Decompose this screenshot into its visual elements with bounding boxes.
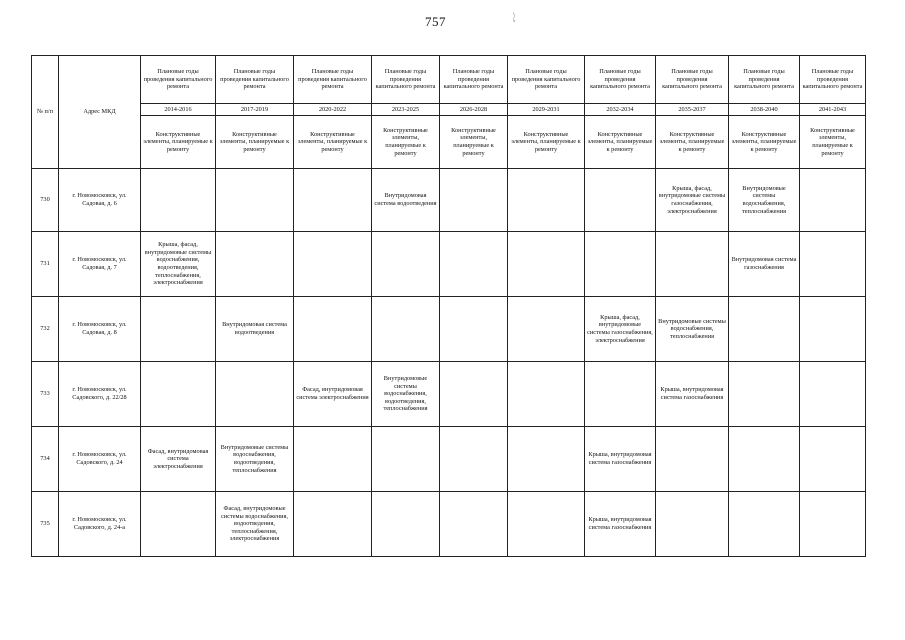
repair-cell (800, 427, 866, 492)
header-period: Плановые годы проведения капитального ремонта (508, 56, 585, 104)
repair-cell (729, 297, 800, 362)
header-period: Плановые годы проведения капитального ремонта (729, 56, 800, 104)
repair-cell (585, 232, 656, 297)
table-row (32, 492, 866, 557)
repair-cell (440, 492, 508, 557)
repair-cell: Крыша, фасад, внутридомовые системы водоснабжения, водоотведения, теплоснабжения, электроснабжения (141, 232, 216, 297)
header-elements: Конструктивные элементы, планируемые к ремонту (294, 116, 372, 169)
row-number: 732 (32, 297, 59, 362)
header-elements: Конструктивные элементы, планируемые к ремонту (372, 116, 440, 169)
repair-cell (800, 169, 866, 232)
repair-cell (440, 297, 508, 362)
row-address: г. Новомосковск, ул. Садовая, д. 7 (59, 232, 141, 297)
header-period: Плановые годы проведения капитального ремонта (294, 56, 372, 104)
repair-cell (585, 169, 656, 232)
header-row-periods (32, 56, 866, 104)
repair-cell (508, 492, 585, 557)
row-address: г. Новомосковск, ул. Садовского, д. 24-а (59, 492, 141, 557)
repair-cell (656, 232, 729, 297)
row-number: 730 (32, 169, 59, 232)
header-year: 2023-2025 (372, 104, 440, 116)
repair-cell (508, 427, 585, 492)
repair-cell (656, 427, 729, 492)
repair-cell (508, 362, 585, 427)
header-row-years (32, 104, 866, 116)
table-row (32, 169, 866, 232)
repair-cell (800, 232, 866, 297)
repair-cell: Фасад, внутридомовая система электроснабжения (141, 427, 216, 492)
header-year: 2041-2043 (800, 104, 866, 116)
repair-cell: Внутридомовые системы водоснабжения, теплоснабжения (656, 297, 729, 362)
row-address: г. Новомосковск, ул. Садовского, д. 22/28 (59, 362, 141, 427)
row-number: 734 (32, 427, 59, 492)
header-period: Плановые годы проведения капитального ремонта (585, 56, 656, 104)
repair-cell (372, 427, 440, 492)
repair-cell (729, 362, 800, 427)
repair-cell (800, 297, 866, 362)
header-address: Адрес МКД (59, 56, 141, 169)
page-number: 757 (425, 14, 446, 29)
header-period: Плановые годы проведения капитального ремонта (141, 56, 216, 104)
repair-cell (440, 427, 508, 492)
capital-repair-table (31, 55, 866, 557)
repair-cell (440, 232, 508, 297)
header-elements: Конструктивные элементы, планируемые к ремонту (585, 116, 656, 169)
header-period: Плановые годы проведения капитального ремонта (656, 56, 729, 104)
repair-cell (372, 297, 440, 362)
header-period: Плановые годы проведения капитального ремонта (440, 56, 508, 104)
repair-cell (800, 362, 866, 427)
repair-cell: Крыша, внутридомовая система газоснабжения (585, 427, 656, 492)
repair-cell (294, 297, 372, 362)
header-elements: Конструктивные элементы, планируемые к ремонту (800, 116, 866, 169)
repair-cell: Внутридомовые системы водоснабжения, водоотведения, теплоснабжения (372, 362, 440, 427)
repair-cell: Внутридомовая система водоотведения (216, 297, 294, 362)
repair-cell (508, 232, 585, 297)
repair-cell (585, 362, 656, 427)
repair-cell (729, 427, 800, 492)
repair-cell (294, 492, 372, 557)
scan-artifact-mark: `\, (507, 10, 520, 24)
header-year: 2017-2019 (216, 104, 294, 116)
row-number: 731 (32, 232, 59, 297)
header-period: Плановые годы проведения капитального ремонта (372, 56, 440, 104)
header-year: 2020-2022 (294, 104, 372, 116)
header-row-elements (32, 116, 866, 169)
repair-cell (141, 169, 216, 232)
repair-cell (372, 492, 440, 557)
header-year: 2014-2016 (141, 104, 216, 116)
table-row (32, 297, 866, 362)
table-row (32, 362, 866, 427)
repair-cell: Внутридомовая система водоотведения (372, 169, 440, 232)
repair-cell (656, 492, 729, 557)
row-address: г. Новомосковск, ул. Садовая, д. 6 (59, 169, 141, 232)
repair-cell (294, 232, 372, 297)
header-year: 2026-2028 (440, 104, 508, 116)
repair-cell (729, 492, 800, 557)
repair-cell (294, 169, 372, 232)
row-number: 733 (32, 362, 59, 427)
repair-cell: Крыша, внутридомовая система газоснабжения (585, 492, 656, 557)
repair-cell (508, 169, 585, 232)
header-number: № п/п (32, 56, 59, 169)
repair-cell (141, 297, 216, 362)
repair-cell: Фасад, внутридомовые системы водоснабжения, водоотведения, теплоснабжения, электроснабжения (216, 492, 294, 557)
repair-cell (508, 297, 585, 362)
header-year: 2032-2034 (585, 104, 656, 116)
repair-cell (141, 492, 216, 557)
row-number: 735 (32, 492, 59, 557)
repair-cell: Внутридомовая система газоснабжения (729, 232, 800, 297)
header-elements: Конструктивные элементы, планируемые к ремонту (216, 116, 294, 169)
header-year: 2029-2031 (508, 104, 585, 116)
header-year: 2038-2040 (729, 104, 800, 116)
table-row (32, 427, 866, 492)
repair-cell (372, 232, 440, 297)
header-elements: Конструктивные элементы, планируемые к ремонту (729, 116, 800, 169)
table-row (32, 232, 866, 297)
repair-cell: Крыша, фасад, внутридомовые системы газоснабжения, электроснабжения (585, 297, 656, 362)
repair-cell (216, 169, 294, 232)
repair-cell: Внутридомовые системы водоснабжения, водоотведения, теплоснабжения (216, 427, 294, 492)
header-elements: Конструктивные элементы, планируемые к ремонту (508, 116, 585, 169)
repair-cell: Внутридомовые системы водоснабжения, теплоснабжения (729, 169, 800, 232)
repair-cell: Крыша, фасад, внутридомовые системы газоснабжения, электроснабжения (656, 169, 729, 232)
repair-cell (141, 362, 216, 427)
repair-cell: Фасад, внутридомовая система электроснабжения (294, 362, 372, 427)
header-year: 2035-2037 (656, 104, 729, 116)
repair-cell (440, 169, 508, 232)
header-elements: Конструктивные элементы, планируемые к ремонту (656, 116, 729, 169)
repair-cell (440, 362, 508, 427)
repair-cell: Крыша, внутридомовая система газоснабжения (656, 362, 729, 427)
repair-cell (216, 232, 294, 297)
repair-cell (800, 492, 866, 557)
repair-cell (294, 427, 372, 492)
header-period: Плановые годы проведения капитального ремонта (800, 56, 866, 104)
row-address: г. Новомосковск, ул. Садовая, д. 8 (59, 297, 141, 362)
header-elements: Конструктивные элементы, планируемые к ремонту (141, 116, 216, 169)
header-elements: Конструктивные элементы, планируемые к ремонту (440, 116, 508, 169)
row-address: г. Новомосковск, ул. Садовского, д. 24 (59, 427, 141, 492)
header-period: Плановые годы проведения капитального ремонта (216, 56, 294, 104)
repair-cell (216, 362, 294, 427)
